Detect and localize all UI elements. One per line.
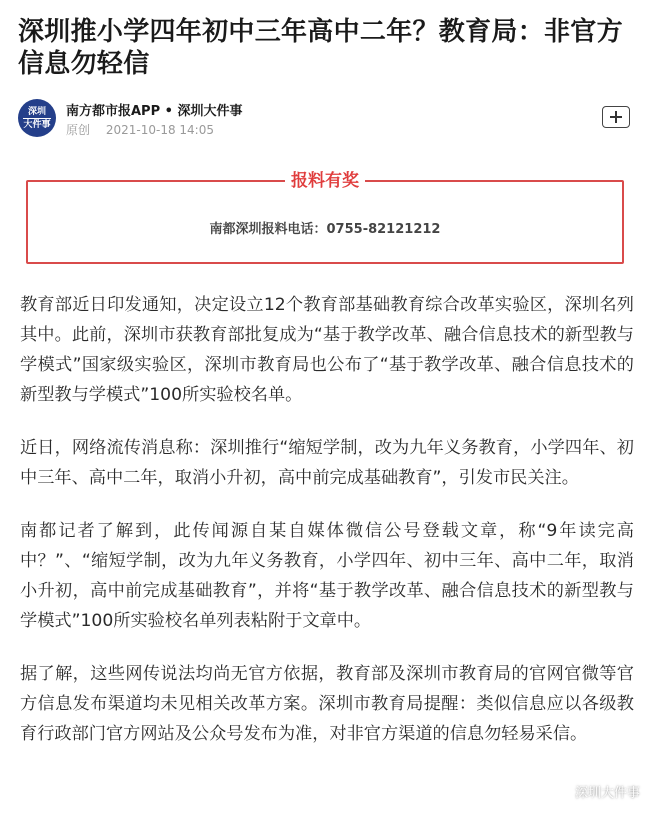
publish-date: 2021-10-18 14:05 — [105, 123, 214, 137]
author-name[interactable]: 南方都市报APP • 深圳大件事 — [66, 104, 243, 119]
watermark — [552, 782, 640, 801]
article-title: 深圳推小学四年初中三年高中二年？教育局：非官方信息勿轻信 — [18, 17, 623, 79]
paragraph-1: 教育部近日印发通知，决定设立12个教育部基础教育综合改革实验区，深圳名列其中。此前，深圳市获教育部批复成为“基于教学改革、融合信息技术的新型教与学模式”国家级实验区，深圳市教育局也公布了“基于教学改革、融合信息技术的新型教与学模式”100所实验校名单。 — [20, 295, 634, 405]
avatar-text-top: 深圳 — [27, 107, 46, 117]
paragraph-3: 南都记者了解到，此传闻源自某自媒体微信公号登载文章，称“9年读完高中？”、“缩短学制，改为九年义务教育，小学四年、初中三年、高中二年，取消小升初，高中前完成基础教育”，并将“基于教学改革、融合信息技术的新型教与学模式”100所实验校名单列表粘附于文章中。 — [20, 521, 634, 631]
report-phone[interactable]: 南都深圳报料电话：0755-82121212 — [209, 222, 441, 237]
publish-info — [66, 121, 214, 138]
watermark-text: 深圳大件事 — [574, 786, 640, 801]
original-label: 原创 — [66, 123, 91, 137]
wechat-icon — [552, 784, 570, 800]
avatar-text-bottom: 大件事 — [23, 120, 51, 130]
paragraph-2: 近日，网络流传消息称：深圳推行“缩短学制，改为九年义务教育，小学四年、初中三年、高中二年，取消小升初，高中前完成基础教育”，引发市民关注。 — [20, 438, 634, 488]
paragraph-4: 据了解，这些网传说法均尚无官方依据，教育部及深圳市教育局的官网官微等官方信息发布渠道均未见相关改革方案。深圳市教育局提醒：类似信息应以各级教育行政部门官方网站及公众号发布为准，对非官方渠道的信息勿轻易采信。 — [20, 664, 634, 744]
report-title: 报料有奖 — [285, 170, 365, 192]
author-meta — [18, 97, 632, 141]
article-body — [20, 290, 634, 772]
plus-icon — [609, 110, 623, 124]
report-banner[interactable] — [26, 171, 624, 264]
follow-button[interactable] — [602, 106, 630, 128]
avatar[interactable] — [18, 99, 56, 137]
